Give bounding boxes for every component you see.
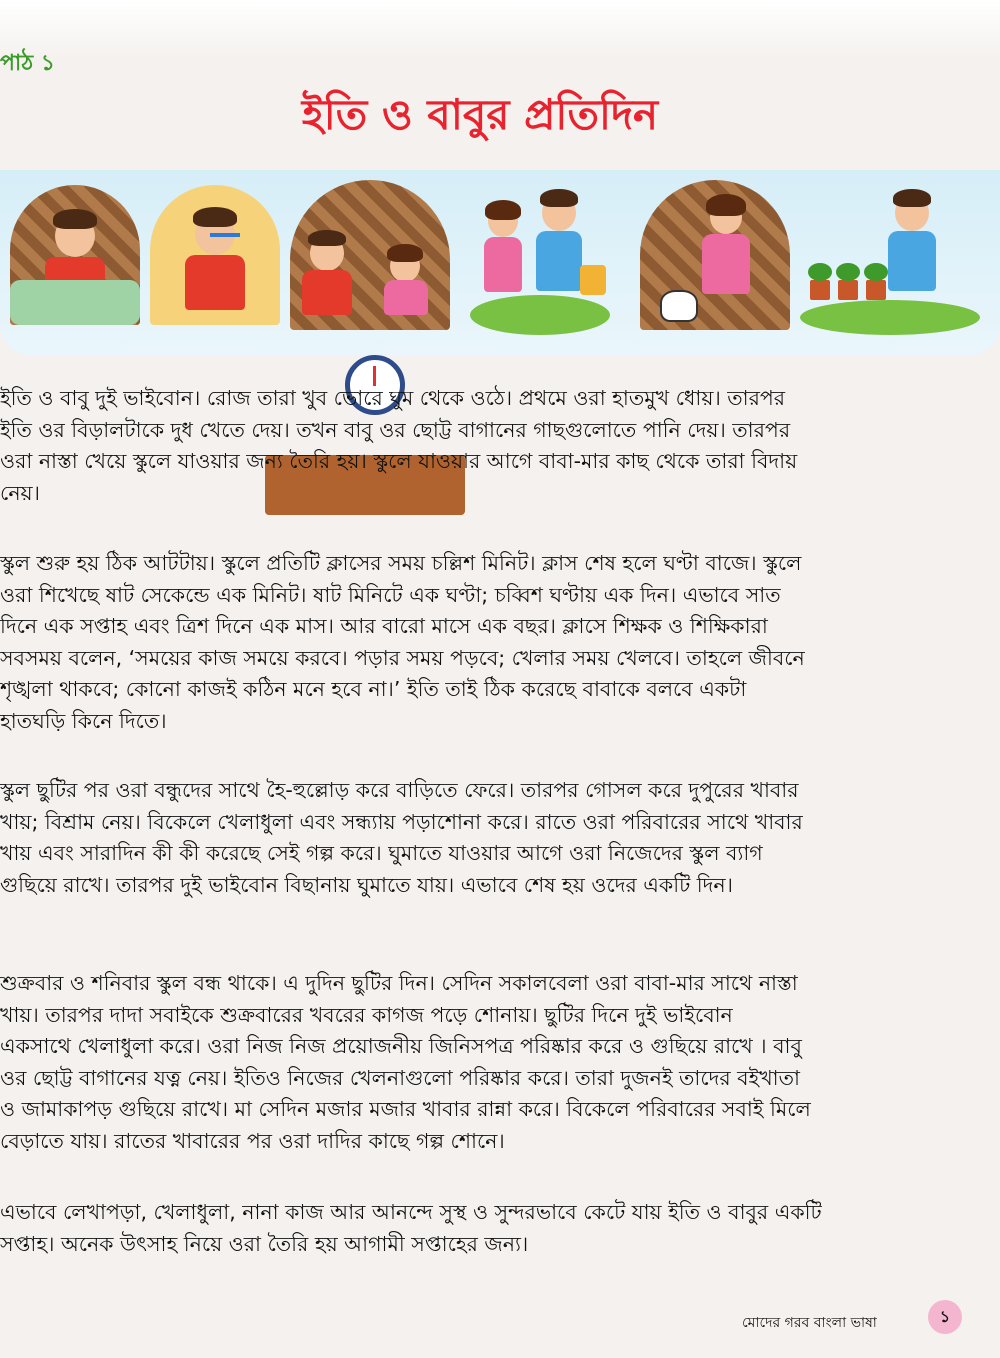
text-line: নেয়। — [0, 480, 40, 505]
paragraph-1 — [0, 383, 975, 509]
book-title: মোদের গরব বাংলা ভাষা — [742, 1315, 877, 1331]
feeding-cat-scene — [640, 180, 790, 330]
text-line: ইতি ও বাবু দুই ভাইবোন। রোজ তারা খুব ভোরে ঘুম থেকে ওঠে। প্রথমে ওরা হাতমুখ ধোয়। তারপর — [0, 386, 786, 410]
text-line: শৃঙ্খলা থাকবে; কোনো কাজই কঠিন মনে হবে না।’ ইতি তাই ঠিক করেছে বাবাকে বলবে একটা — [0, 677, 747, 701]
text-line: ও জামাকাপড় গুছিয়ে রাখে। মা সেদিন মজার মজার খাবার রান্না করে। বিকেলে পরিবারের সবাই মিলে — [0, 1097, 811, 1121]
illustration-banner — [0, 170, 1000, 355]
page-number: ১ — [928, 1300, 962, 1334]
breakfast-scene — [290, 180, 450, 330]
lesson-tag: পাঠ ১ — [0, 51, 56, 76]
text-line: ওরা শিখেছে ষাট সেকেন্ডে এক মিনিট। ষাট মিনিটে এক ঘণ্টা; চব্বিশ ঘণ্টায় এক দিন। এভাবে সাত — [0, 582, 781, 607]
paragraph-2 — [0, 548, 975, 737]
lesson-title: ইতি ও বাবুর প্রতিদিন — [301, 90, 659, 139]
text-line: ওরা নাস্তা খেয়ে স্কুলে যাওয়ার জন্য তৈরি হয়। স্কুলে যাওয়ার আগে বাবা-মার কাছ থেকে তারা বিদায় — [0, 449, 798, 473]
text-line: খায় এবং সারাদিন কী কী করেছে সেই গল্প করে। ঘুমাতে যাওয়ার আগে ওরা নিজেদের স্কুল ব্যাগ — [0, 841, 763, 865]
paragraph-4 — [0, 968, 975, 1157]
text-line: বেড়াতে যায়। রাতের খাবারের পর ওরা দাদির কাছে গল্প শোনে। — [0, 1128, 505, 1153]
waking-up-scene — [10, 185, 140, 325]
text-line: সপ্তাহ। অনেক উৎসাহ নিয়ে ওরা তৈরি হয় আগামী সপ্তাহের জন্য। — [0, 1231, 529, 1256]
text-line: সবসময় বলেন, ‘সময়ের কাজ সময়ে করবে। পড়ার সময় পড়বে; খেলার সময় খেলবে। তাহলে জীবনে — [0, 645, 805, 670]
text-line: এভাবে লেখাপড়া, খেলাধুলা, নানা কাজ আর আনন্দে সুস্থ ও সুন্দরভাবে কেটে যায় ইতি ও বাবুর একটি — [0, 1200, 822, 1224]
text-line: দিনে এক সপ্তাহ এবং ত্রিশ দিনে এক মাস। আর বারো মাসে এক বছর। ক্লাসে শিক্ষক ও শিক্ষিকারা — [0, 614, 768, 638]
text-line: শুক্রবার ও শনিবার স্কুল বন্ধ থাকে। এ দুদিন ছুটির দিন। সেদিন সকালবেলা ওরা বাবা-মার সাথে নাস্তা — [0, 971, 798, 995]
text-line: স্কুল ছুটির পর ওরা বন্ধুদের সাথে হৈ-হুল্লোড় করে বাড়িতে ফেরে। তারপর গোসল করে দুপুরের খাবার — [0, 778, 799, 802]
paragraph-5 — [0, 1197, 975, 1260]
top-strip — [0, 0, 1000, 60]
going-to-school-scene — [470, 185, 610, 335]
text-line: খায়। তারপর দাদা সবাইকে শুক্রবারের খবরের কাগজ পড়ে শোনায়। ছুটির দিনে দুই ভাইবোন — [0, 1002, 733, 1027]
text-line: ওর ছোট্ট বাগানের যত্ন নেয়। ইতিও নিজের খেলনাগুলো পরিষ্কার করে। তারা দুজনই তাদের বইখাতা — [0, 1065, 800, 1090]
text-line: একসাথে খেলাধুলা করে। ওরা নিজ নিজ প্রয়োজনীয় জিনিসপত্র পরিষ্কার করে ও গুছিয়ে রাখে । বাবু — [0, 1034, 802, 1058]
brushing-teeth-scene — [150, 185, 280, 325]
paragraph-3 — [0, 775, 975, 901]
text-line: খায়; বিশ্রাম নেয়। বিকেলে খেলাধুলা এবং সন্ধ্যায় পড়াশোনা করে। রাতে ওরা পরিবারের সাথে খাবার — [0, 809, 803, 834]
watering-plants-scene — [800, 185, 980, 335]
text-line: স্কুল শুরু হয় ঠিক আটটায়। স্কুলে প্রতিটি ক্লাসের সময় চল্লিশ মিনিট। ক্লাস শেষ হলে ঘণ্টা বাজে। স্কুলে — [0, 551, 802, 575]
text-line: গুছিয়ে রাখে। তারপর দুই ভাইবোন বিছানায় ঘুমাতে যায়। এভাবে শেষ হয় ওদের একটি দিন। — [0, 872, 733, 897]
text-line: ইতি ওর বিড়ালটাকে দুধ খেতে দেয়। তখন বাবু ওর ছোট্ট বাগানের গাছগুলোতে পানি দেয়। তারপর — [0, 417, 791, 442]
text-line: হাতঘড়ি কিনে দিতে। — [0, 708, 167, 733]
